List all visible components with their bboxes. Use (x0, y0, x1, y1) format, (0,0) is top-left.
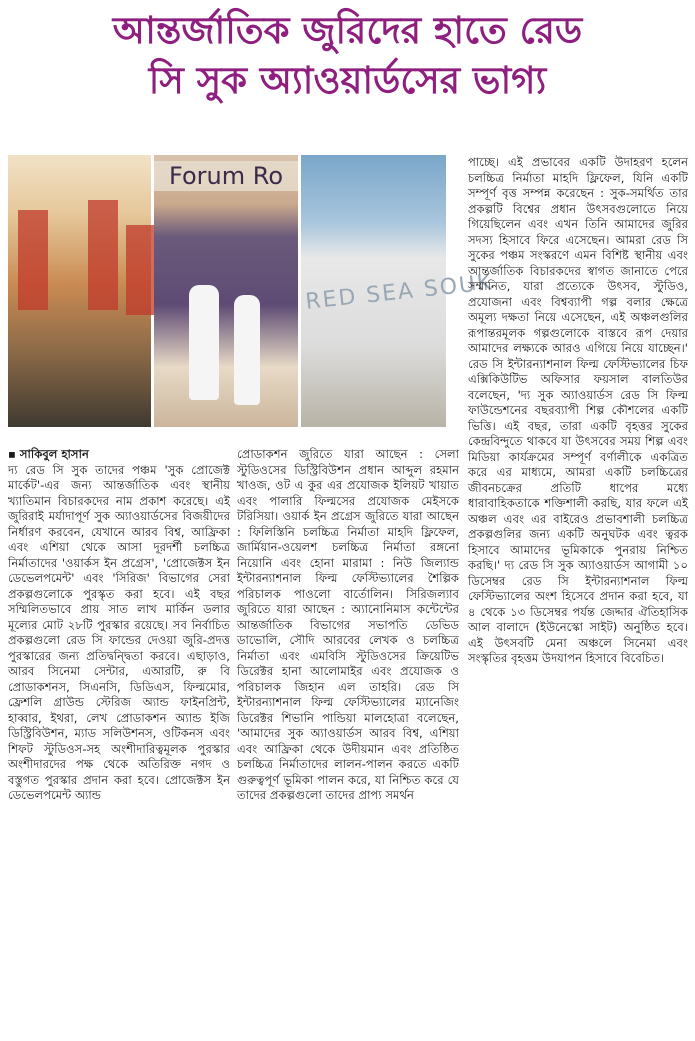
forum-sign: Forum Ro (154, 161, 298, 191)
decor-lantern (18, 210, 48, 310)
photo-lounge (8, 155, 151, 427)
figure-person (189, 285, 219, 400)
headline-line-2: সি সুক অ্যাওয়ার্ডসের ভাগ্য (148, 59, 547, 102)
article-text: দ্য রেড সি সুক তাদের পঞ্চম 'সুক প্রোজেক্ট মার্কেট'-এর জন্য আন্তর্জাতিক এবং স্থানীয় খ্যাতিমান বিচারকদের নাম প্রকাশ করেছে। এই জুরিরাই মর্যাদাপূর্ণ সুক অ্যাওয়ার্ডসের বিজয়ীদের নির্ধারণ করবেন, যেখানে আরব বিশ্ব, আফ্রিকা এবং এশিয়া থেকে আসা দূরদর্শী চলচ্চিত্র নির্মাতাদের 'ওয়ার্কস ইন প্রগ্রেস', 'প্রোজেক্টস ইন ডেভেলপমেন্ট' এবং 'সিরিজ' বিভাগের সেরা প্রকল্পগুলোকে পুরস্কৃত করা হবে। এই বছর সম্মিলিতভাবে প্রায় সাত লাখ মার্কিন ডলার মূল্যের মোট ২৮টি পুরস্কার রয়েছে। সব নির্বাচিত প্রকল্পগুলো রেড সি ফান্ডের দেওয়া জুরি-প্রদত্ত পুরস্কারের জন্য প্রতিদ্বন্দ্বিতা করবে। এছাড়াও, আরব সিনেমা সেন্টার, এআরটি, রু বি প্রোডাকশনস, সিএনসি, ডিডিএস, ফিল্মমোর, ফ্রেশলি গ্রাউন্ড স্টেরিজ অ্যান্ড ফাইনপ্রিন্ট, হাব্বার, ইথরা, লেখ প্রোডাকশন অ্যান্ড ইজি ডিস্ট্রিবিউশন, ম্যাড সলিউশনস, ওটিকনস এবং শিফট স্টুডিওস-সহ অংশীদারিত্বমূলক পুরস্কার অংশীদারদের পক্ষ থেকে অতিরিক্ত নগদ ও বস্তুগত পুরস্কার প্রদান করা হবে। প্রোজেক্টস ইন ডেভেলপমেন্ট অ্যান্ড (8, 462, 230, 802)
figure-person (234, 295, 260, 405)
decor-lantern (88, 200, 118, 310)
article-column-1 (8, 447, 230, 804)
photo-red-sea-souk (301, 155, 495, 427)
article-column-2 (237, 447, 459, 804)
headline (0, 6, 695, 106)
photo-forum (154, 155, 298, 427)
photo-strip (8, 155, 495, 427)
article-text: পাচ্ছে। এই প্রভাবের একটি উদাহরণ হলেন চলচ্চিত্র নির্মাতা মাহদি ফ্লিফেল, যিনি একটি সম্পূর্ণ বৃত্ত সম্পন্ন করেছেন : সুক-সমর্থিত তার প্রকল্পটি বিশ্বের প্রধান উৎসবগুলোতে নিয়ে গিয়েছিলেন এবং এখন তিনি আমাদের জুরির সদস্য হিসাবে ফিরে এসেছেন। আমরা রেড সি সুকের পঞ্চম সংস্করণে এমন বিশিষ্ট স্থানীয় এবং আন্তর্জাতিক বিচারকদের স্বাগত জানাতে পেরে সম্মানিত, যারা প্রত্যেকে উৎসব, স্টুডিও, প্রযোজনা এবং বিশ্বব্যাপী গল্প বলার ক্ষেত্রে অমূল্য দক্ষতা নিয়ে এসেছেন, এই অঞ্চলগুলির রূপান্তরমূলক গল্পগুলোকে বাস্তবে রূপ দেয়ার আমাদের লক্ষ্যকে আরও এগিয়ে নিয়ে যাচ্ছেন।' রেড সি ইন্টারন্যাশনাল ফিল্ম ফেস্টিভ্যালের চিফ এক্সিকিউটিভ অফিসার ফয়সাল বালতিউর বলেছেন, 'দ্য সুক অ্যাওয়ার্ডস রেড সি ফিল্ম ফাউন্ডেশনের বছরব্যাপী শিল্প কৌশলের একটি ভিত্তি। এই বছর, তারা একটি বৃহত্তর সুকের কেন্দ্রবিন্দুতে থাকবে যা উৎসবের সময় শিল্প এবং মিডিয়া কার্যক্রমের সম্পূর্ণ বর্ণালীকে একত্রিত করে এর মাধ্যমে, আমরা একটি চলচ্চিত্রের জীবনচক্রের প্রতিটি ধাপের মধ্যে ধারাবাহিকতাকে শক্তিশালী করছি, যার ফলে এই অঞ্চল এবং এর বাইরেও প্রভাবশালী চলচ্চিত্র প্রকল্পগুলির জন্য একটি অনুঘটক এবং ত্বরক হিসাবে আমাদের ভূমিকাকে পুনরায় নিশ্চিত করছি।' দ্য রেড সি সুক অ্যাওয়ার্ডস আগামী ১০ ডিসেম্বর রেড সি ইন্টারন্যাশনাল ফিল্ম ফেস্টিভ্যালের অংশ হিসেবে প্রদান করা হবে, যা ৪ থেকে ১৩ ডিসেম্বর পর্যন্ত জেদ্দার ঐতিহাসিক আল বালাদে (ইউনেস্কো সাইট) অনুষ্ঠিত হবে। এই উৎসবটি মেনা অঞ্চলে সিনেমা এবং সংস্কৃতির বৃহত্তম উদযাপন হিসাবে বিবেচিত। (468, 155, 688, 665)
byline: ▪ সাকিবুল হাসান (8, 447, 89, 461)
article-column-3 (468, 155, 688, 667)
decor-lantern (126, 225, 156, 315)
red-sea-souk-sign: RED SEA SOUK (304, 270, 495, 315)
article-text: প্রোডাকশন জুরিতে যারা আছেন : সেলা স্টুডিওসের ডিস্ট্রিবিউশন প্রধান আব্দুল রহমান খাওজ, ওট এ কুর এর প্রযোজক ইলিয়ট খায়াত এবং পালারি ফিল্মসের প্রযোজক মেইসকে টরিসিয়া। ওয়ার্ক ইন প্রগ্রেস জুরিতে যারা আছেন : ফিলিস্তিনি চলচ্চিত্র নির্মাতা মাহদি ফ্লিফেল, জার্মিয়ান-ওয়েলশ চলচ্চিত্র নির্মাতা রঙ্গনো নিয়োনি এবং হোনা মারামা : নিউ জিল্যান্ড ইন্টারন্যাশনাল ফিল্ম ফেস্টিভ্যালের শৈল্পিক পরিচালক পাওলো বার্তোলিন। সিরিজল্যাব জুরিতে যারা আছেন : অ্যানোনিমাস কন্টেন্টের আন্তর্জাতিক বিভাগের সভাপতি ডেভিড ডাভোলি, সৌদি আরবের লেখক ও চলচ্চিত্র নির্মাতা এবং এমবিসি স্টুডিওসের ক্রিয়েটিভ ডিরেক্টর হানা আলোমাইর এবং প্রযোজক ও পরিচালক জিহান এল তাহরি। রেড সি ইন্টারন্যাশনাল ফিল্ম ফেস্টিভ্যালের ম্যানেজিং ডিরেক্টর শিভানি পান্ডিয়া মালহোত্রা বলেছেন, 'আমাদের সুক অ্যাওয়ার্ডস আরব বিশ্ব, এশিয়া এবং আফ্রিকা থেকে উদীয়মান এবং প্রতিষ্ঠিত চলচ্চিত্র নির্মাতাদের লালন-পালন করতে একটি গুরুত্বপূর্ণ ভূমিকা পালন করে, যা নিশ্চিত করে যে তাদের প্রকল্পগুলো তাদের প্রাপ্য সমর্থন (237, 447, 459, 802)
headline-line-1: আন্তর্জাতিক জুরিদের হাতে রেড (112, 9, 583, 52)
